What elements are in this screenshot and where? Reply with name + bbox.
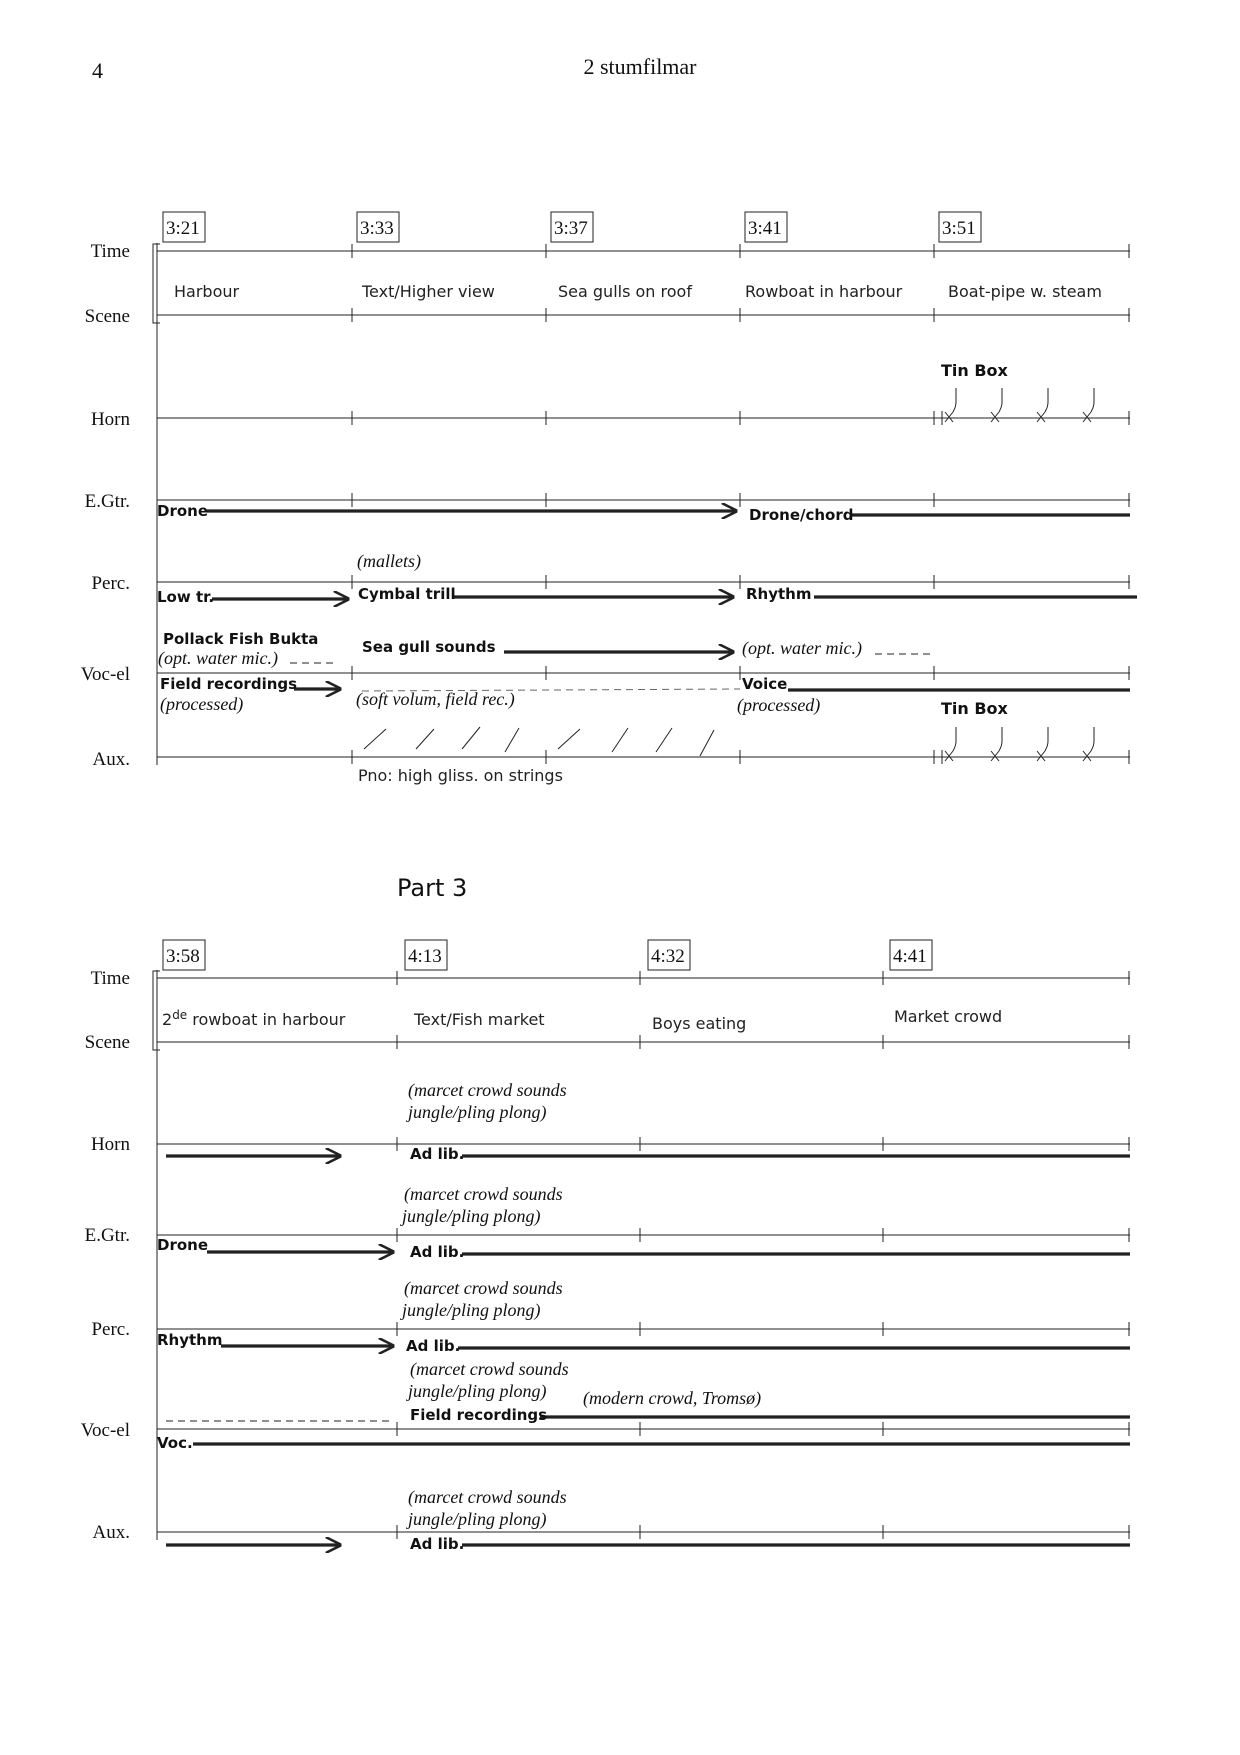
time-marker: 4:41 bbox=[893, 946, 927, 967]
voc-modern-label: (modern crowd, Tromsø) bbox=[583, 1388, 762, 1408]
scene-name: Boys eating bbox=[652, 1014, 747, 1033]
voc-voc-label: Voc. bbox=[157, 1434, 193, 1452]
voc-soft-label: (soft volum, field rec.) bbox=[356, 689, 515, 709]
horn-tinbox-marks bbox=[934, 388, 1094, 425]
label-aux: Aux. bbox=[92, 1522, 130, 1543]
score-section-2 bbox=[153, 940, 1130, 1545]
scene-name: Harbour bbox=[174, 282, 240, 301]
label-egtr: E.Gtr. bbox=[84, 1225, 130, 1246]
aux-tinbox-marks bbox=[942, 727, 1094, 764]
perc-rhythm-label: Rhythm bbox=[746, 585, 812, 603]
voc-notes-2 bbox=[406, 1359, 761, 1409]
perc-adlib-label: Ad lib. bbox=[406, 1337, 461, 1355]
aux-note-line1: (marcet crowd sounds bbox=[408, 1487, 567, 1507]
label-egtr: E.Gtr. bbox=[84, 491, 130, 512]
aux-pno-label: Pno: high gliss. on strings bbox=[358, 766, 563, 785]
time-marker: 3:51 bbox=[942, 218, 976, 239]
label-aux: Aux. bbox=[92, 749, 130, 770]
label-time: Time bbox=[90, 241, 130, 262]
time-marker: 3:21 bbox=[166, 218, 200, 239]
scene-name: Sea gulls on roof bbox=[558, 282, 692, 301]
scene-name: Text/Higher view bbox=[362, 282, 495, 301]
scene-name: 2de rowboat in harbour bbox=[162, 1008, 346, 1029]
time-marker: 4:13 bbox=[408, 946, 442, 967]
aux-note-line2: jungle/pling plong) bbox=[408, 1509, 547, 1529]
label-horn: Horn bbox=[90, 1134, 130, 1155]
label-perc: Perc. bbox=[91, 573, 130, 594]
horn-tinbox-label: Tin Box bbox=[941, 361, 1008, 380]
label-time: Time bbox=[90, 968, 130, 989]
scene-name: Text/Fish market bbox=[414, 1010, 545, 1029]
horn-adlib-label: Ad lib. bbox=[410, 1145, 465, 1163]
voc-voice-label: Voice bbox=[742, 675, 788, 693]
horn-note-line1: (marcet crowd sounds bbox=[408, 1080, 567, 1100]
bar-ticks-1 bbox=[352, 244, 1129, 764]
time-markers-1 bbox=[166, 218, 976, 239]
label-vocel: Voc-el bbox=[80, 664, 130, 685]
voc-processed-label-1: (processed) bbox=[160, 694, 244, 714]
aux-adlib-label: Ad lib. bbox=[410, 1535, 465, 1553]
scene-name: Rowboat in harbour bbox=[745, 282, 903, 301]
voc-seagull-label: Sea gull sounds bbox=[362, 638, 496, 656]
perc-cymbal-label: Cymbal trill bbox=[358, 585, 456, 603]
time-marker: 3:33 bbox=[360, 218, 394, 239]
voc-note-line1: (marcet crowd sounds bbox=[410, 1359, 569, 1379]
egtr-adlib-label: Ad lib. bbox=[410, 1243, 465, 1261]
time-marker: 3:58 bbox=[166, 946, 200, 967]
staff-labels-1 bbox=[81, 241, 131, 770]
scene-name: Market crowd bbox=[894, 1007, 1003, 1026]
time-marker: 3:41 bbox=[748, 218, 782, 239]
egtr-drone-label: Drone bbox=[157, 502, 209, 520]
voc-watermic-label-2: (opt. water mic.) bbox=[742, 638, 862, 658]
time-marker: 4:32 bbox=[651, 946, 685, 967]
label-perc: Perc. bbox=[91, 1319, 130, 1340]
voc-watermic-label-1: (opt. water mic.) bbox=[158, 648, 278, 668]
perc-note-line1: (marcet crowd sounds bbox=[404, 1278, 563, 1298]
time-markers-2 bbox=[166, 946, 927, 967]
perc-rhythm-label: Rhythm bbox=[157, 1331, 223, 1349]
voc-processed-label-2: (processed) bbox=[737, 695, 821, 715]
label-horn: Horn bbox=[90, 409, 130, 430]
page-title: 2 stumfilmar bbox=[583, 54, 697, 79]
scene-name: Boat-pipe w. steam bbox=[948, 282, 1102, 301]
aux-notes-2 bbox=[406, 1487, 567, 1530]
scene-names-1 bbox=[174, 282, 1102, 301]
perc-note-line2: jungle/pling plong) bbox=[402, 1300, 541, 1320]
horn-notes-2 bbox=[406, 1080, 567, 1123]
scene-names-2 bbox=[162, 1007, 1002, 1033]
time-marker: 3:37 bbox=[554, 218, 588, 239]
aux-gliss-strokes bbox=[364, 727, 714, 756]
egtr-drone-label: Drone bbox=[157, 1236, 209, 1254]
perc-mallets-label: (mallets) bbox=[357, 551, 421, 571]
perc-notes-2 bbox=[400, 1278, 563, 1321]
part-heading: Part 3 bbox=[397, 874, 468, 902]
staff-labels-2 bbox=[81, 968, 131, 1543]
egtr-drone-chord-label: Drone/chord bbox=[749, 506, 854, 524]
label-vocel: Voc-el bbox=[80, 1420, 130, 1441]
label-scene: Scene bbox=[84, 306, 130, 327]
egtr-note-line1: (marcet crowd sounds bbox=[404, 1184, 563, 1204]
egtr-note-line2: jungle/pling plong) bbox=[402, 1206, 541, 1226]
voc-field-label: Field recordings bbox=[410, 1406, 548, 1424]
horn-note-line2: jungle/pling plong) bbox=[408, 1102, 547, 1122]
page-number: 4 bbox=[92, 58, 103, 83]
voc-pollack-label: Pollack Fish Bukta bbox=[163, 630, 319, 648]
voc-field-label: Field recordings bbox=[160, 675, 298, 693]
voc-note-line2: jungle/pling plong) bbox=[408, 1381, 547, 1401]
aux-tinbox-label: Tin Box bbox=[941, 699, 1008, 718]
egtr-notes-2 bbox=[400, 1184, 563, 1227]
label-scene: Scene bbox=[84, 1032, 130, 1053]
perc-lowtr-label: Low tr. bbox=[157, 588, 215, 606]
